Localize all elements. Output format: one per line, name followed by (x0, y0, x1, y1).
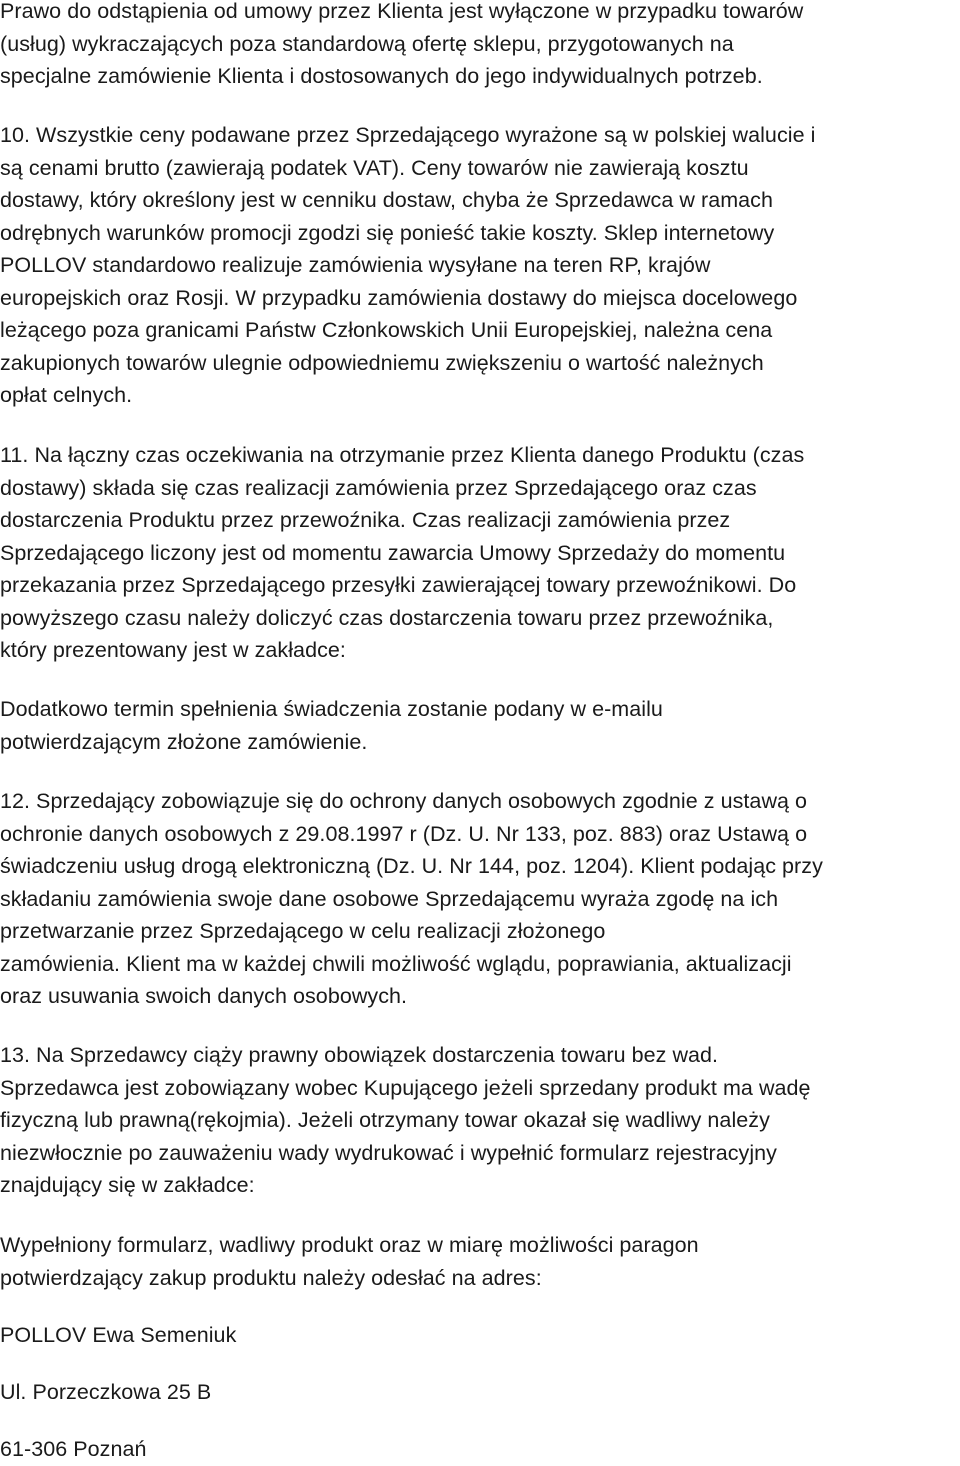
text-line: przekazania przez Sprzedającego przesyłki zawierającej towary przewoźnikowi. Do (0, 573, 797, 597)
text-line: fizyczną lub prawną(rękojmia). Jeżeli otrzymany towar okazał się wadliwy należy (0, 1108, 770, 1132)
text-line: (usług) wykraczających poza standardową ofertę sklepu, przygotowanych na (0, 31, 734, 56)
text-line: leżącego poza granicami Państw Członkowskich Unii Europejskiej, należna cena (0, 318, 773, 342)
text-line: znajdujący się w zakładce: (0, 1173, 255, 1197)
text-line: Sprzedawca jest zobowiązany wobec Kupującego jeżeli sprzedany produkt ma wadę (0, 1075, 811, 1100)
text-line: specjalne zamówienie Klienta i dostosowanych do jego indywidualnych potrzeb. (0, 64, 763, 88)
text-line: ochronie danych osobowych z 29.08.1997 r (Dz. U. Nr 133, poz. 883) oraz Ustawą o (0, 821, 808, 846)
paragraph-10-prices (0, 119, 960, 412)
text-line: POLLOV standardowo realizuje zamówienia wysyłane na teren RP, krajów (0, 253, 711, 277)
text-line: Dodatkowo termin spełnienia świadczenia zostanie podany w e-mailu (0, 697, 663, 721)
text-line: zamówienia. Klient ma w każdej chwili możliwość wglądu, poprawiania, aktualizacji (0, 951, 792, 976)
paragraph-13-warranty (0, 1039, 960, 1202)
text-line: przetwarzanie przez Sprzedającego w celu realizacji złożonego (0, 919, 606, 943)
text-line: który prezentowany jest w zakładce: (0, 638, 346, 662)
text-line: 61-306 Poznań (0, 1437, 147, 1461)
text-line: POLLOV Ewa Semeniuk (0, 1323, 237, 1347)
text-line: Sprzedającego liczony jest od momentu zawarcia Umowy Sprzedaży do momentu (0, 540, 786, 565)
text-line: świadczeniu usług drogą elektroniczną (Dz. U. Nr 144, poz. 1204). Klient podając przy (0, 854, 823, 878)
delivery-term-note (0, 693, 960, 758)
text-line: zakupionych towarów ulegnie odpowiedniemu zwiększeniu o wartość należnych (0, 350, 764, 375)
text-line: dostawy, który określony jest w cenniku dostaw, chyba że Sprzedawca w ramach (0, 188, 773, 212)
text-line: niezwłocznie po zauważeniu wady wydrukować i wypełnić formularz rejestracyjny (0, 1140, 777, 1165)
text-line: dostarczenia Produktu przez przewoźnika. Czas realizacji zamówienia przez (0, 508, 731, 532)
text-line: potwierdzającym złożone zamówienie. (0, 729, 368, 754)
text-line: składaniu zamówienia swoje dane osobowe Sprzedającemu wyraża zgodę na ich (0, 886, 779, 911)
text-line: odrębnych warunków promocji zgodzi się ponieść takie koszty. Sklep internetowy (0, 220, 775, 245)
text-line: są cenami brutto (zawierają podatek VAT). Ceny towarów nie zawierają kosztu (0, 155, 749, 180)
text-line: Wypełniony formularz, wadliwy produkt oraz w miarę możliwości paragon (0, 1233, 699, 1257)
text-line: powyższego czasu należy doliczyć czas dostarczenia towaru przez przewoźnika, (0, 605, 774, 630)
text-line: europejskich oraz Rosji. W przypadku zamówienia dostawy do miejsca docelowego (0, 285, 798, 310)
text-line: oraz usuwania swoich danych osobowych. (0, 984, 408, 1008)
text-line: 12. Sprzedający zobowiązuje się do ochrony danych osobowych zgodnie z ustawą o (0, 789, 808, 813)
return-instructions (0, 1229, 960, 1294)
address-name (0, 1319, 960, 1352)
text-line: opłat celnych. (0, 383, 133, 407)
text-line: 10. Wszystkie ceny podawane przez Sprzedającego wyrażone są w polskiej walucie i (0, 123, 816, 147)
text-line: 13. Na Sprzedawcy ciąży prawny obowiązek dostarczenia towaru bez wad. (0, 1043, 719, 1067)
address-street (0, 1376, 960, 1409)
text-line: potwierdzający zakup produktu należy odesłać na adres: (0, 1265, 542, 1290)
paragraph-12-personal-data (0, 785, 960, 1013)
text-line: Ul. Porzeczkowa 25 B (0, 1380, 212, 1404)
text-line: dostawy) składa się czas realizacji zamówienia przez Sprzedającego oraz czas (0, 475, 757, 500)
address-city (0, 1433, 960, 1466)
text-line: Prawo do odstąpienia od umowy przez Klienta jest wyłączone w przypadku towarów (0, 0, 804, 23)
intro-paragraph (0, 0, 960, 93)
paragraph-11-delivery-time (0, 439, 960, 667)
text-line: 11. Na łączny czas oczekiwania na otrzymanie przez Klienta danego Produktu (czas (0, 443, 805, 467)
